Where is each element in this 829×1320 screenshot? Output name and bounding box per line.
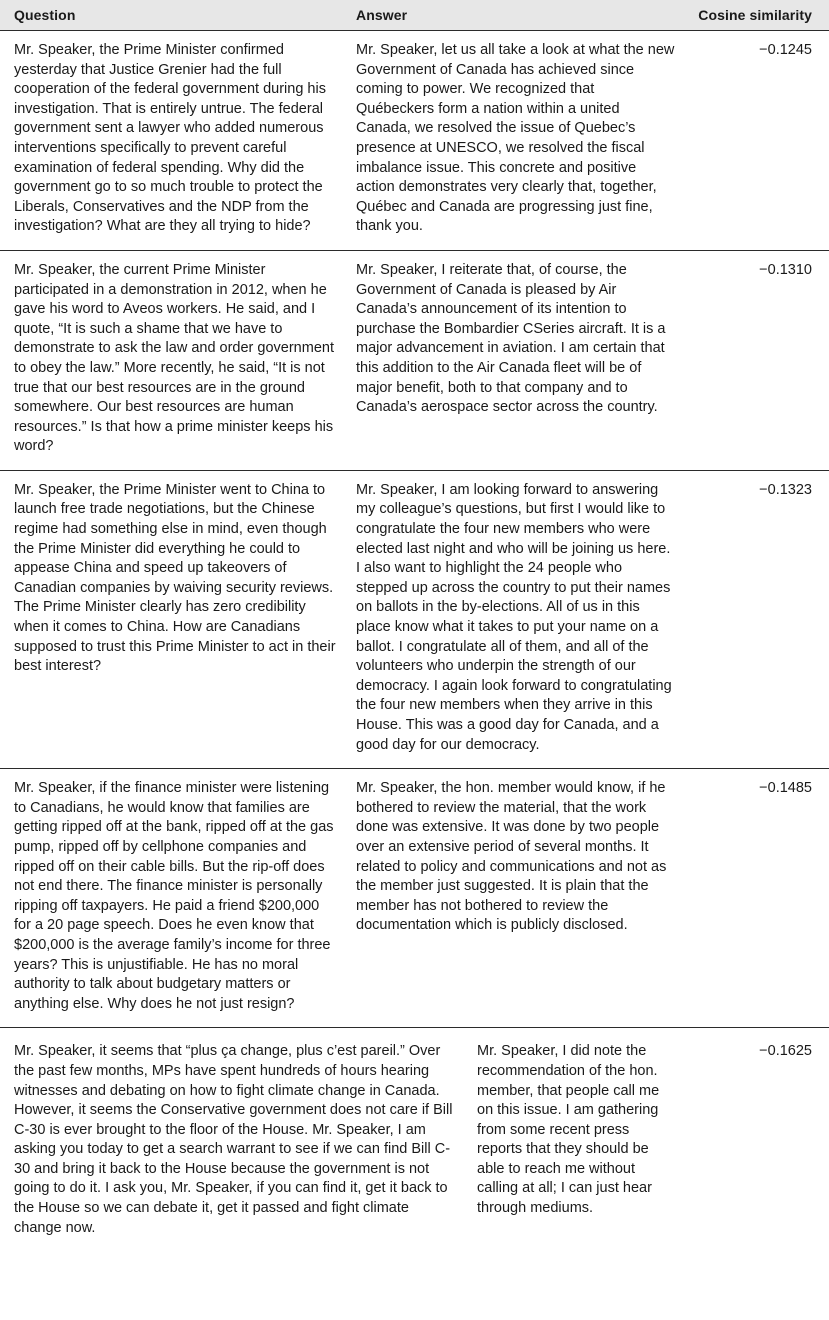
answer-cell: Mr. Speaker, the hon. member would know, if he bothered to review the material, that the work done was extensive. It was done by two people over an extensive period of several months. It related to policy and communications and not as the member just suggested. It is plain that the member has not bothered to review the documentation which is publicly disclosed. [356, 780, 667, 934]
question-cell: Mr. Speaker, the Prime Minister went to China to launch free trade negotiations, but the Chinese regime had something else in mind, even though the Prime Minister did everything he could to appease China and speed up takeovers of Canadian companies by waiving security reviews. The Prime Minister clearly has zero credibility when it comes to China. How are Canadians supposed to trust this Prime Minister to act in their best interest? [14, 481, 336, 675]
column-header-answer: Answer [356, 7, 408, 23]
table-row [0, 768, 829, 1027]
cosine-similarity-value: −0.1310 [759, 261, 812, 278]
cosine-similarity-value: −0.1245 [759, 42, 812, 58]
cosine-similarity-value: −0.1323 [759, 481, 812, 498]
table-row [0, 1027, 829, 1251]
table-row [0, 250, 829, 470]
question-cell: Mr. Speaker, the Prime Minister confirmed yesterday that Justice Grenier had the full cooperation of the federal government during his investigation. That is entirely untrue. The federal government sent a lawyer who added numerous interventions specifically to prevent careful examination of federal spending. Why did the government go to so much trouble to protect the Liberals, Conservatives and the NDP from the investigation? What are they all trying to hide? [14, 42, 326, 235]
table-row [0, 470, 829, 768]
table-header-row [0, 0, 829, 30]
answer-cell: Mr. Speaker, let us all take a look at what the new Government of Canada has achieved since coming to power. We recognized that Québeckers form a nation within a united Canada, we resolved the issue of Quebec’s presence at UNESCO, we resolved the fiscal imbalance issue. This concrete and positive action demonstrates very clearly that, together, Québec and Canada are progressing just fine, thank you. [356, 42, 675, 235]
answer-cell: Mr. Speaker, I am looking forward to answering my colleague’s questions, but first I would like to congratulate the four new members who were elected last night and who will be joining us here. I also want to highlight the 24 people who stepped up across the country to put their names on ballots in the by-elections. All of us in this place know what it takes to put your name on a ballot. I congratulate all of them, and all of the volunteers who underpin the strength of our democracy. I again look forward to congratulating the four new members when they arrive in this House. This was a good day for Canada, and a good day for our democracy. [356, 481, 672, 753]
question-cell: Mr. Speaker, it seems that “plus ça change, plus c’est pareil.” Over the past few months, MPs have spent hundreds of hours hearing witnesses and debating on how to fight climate change in Canada. However, it seems the Conservative government does not care if Bill C-30 is ever brought to the floor of the House. Mr. Speaker, I am asking you today to get a search warrant to see if we can find Bill C-30 and bring it back to the House because the government is not going to do it. I ask you, Mr. Speaker, if you can find it, get it back to the House so we can debate it, get it passed and fight climate change now. [14, 1043, 453, 1236]
column-header-cosine-similarity: Cosine similarity [698, 7, 812, 23]
answer-cell: Mr. Speaker, I reiterate that, of course, the Government of Canada is pleased by Air Canada’s announcement of its intention to purchase the Bombardier CSeries aircraft. It is a major advancement in aviation. I am certain that this addition to the Air Canada fleet will be of major benefit, both to that company and to Canada’s aerospace sector across the country. [356, 261, 666, 416]
cosine-similarity-value: −0.1625 [759, 1043, 812, 1060]
answer-cell: Mr. Speaker, I did note the recommendation of the hon. member, that people call me on this issue. I am gathering from some recent press reports that they should be able to reach me without calling at all; I can just hear through mediums. [477, 1043, 660, 1217]
cosine-similarity-value: −0.1485 [759, 780, 812, 797]
column-header-question: Question [14, 7, 76, 23]
table-row [0, 30, 829, 250]
question-cell: Mr. Speaker, the current Prime Minister participated in a demonstration in 2012, when he gave his word to Aveos workers. He said, and I quote, “It is such a shame that we have to demonstrate to ask the law and order government to obey the law.” More recently, he said, “It is not true that our best resources are in the ground somewhere. Our best resources are human resources.” Is that how a prime minister keeps his word? [14, 261, 334, 455]
question-cell: Mr. Speaker, if the finance minister were listening to Canadians, he would know that families are getting ripped off at the bank, ripped off at the gas pump, ripped off by cellphone companies and ripped off on their cable bills. But the rip-off does not end there. The finance minister is personally ripping off taxpayers. He paid a friend $200,000 for a 20 page speech. Does he even know that $200,000 is the average family’s income for three years? This is unjustifiable. He has no moral authority to talk about budgetary matters or anything else. Why does he not just resign? [14, 780, 334, 1012]
